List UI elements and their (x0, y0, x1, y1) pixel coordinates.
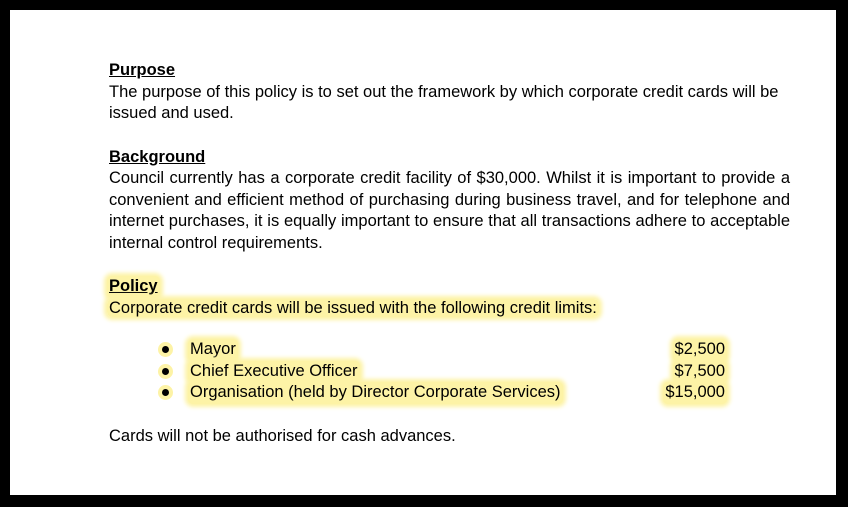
purpose-section (109, 60, 790, 125)
list-item (109, 339, 790, 361)
limit-amount: $15,000 (663, 382, 727, 404)
policy-document-body (109, 60, 790, 447)
list-item (109, 382, 790, 404)
purpose-heading: Purpose (109, 61, 176, 79)
limit-role: Chief Executive Officer (188, 361, 360, 383)
document-page (10, 10, 836, 495)
bullet-icon (162, 368, 169, 375)
policy-heading: Policy (107, 276, 160, 298)
policy-section (109, 276, 790, 447)
closing-text: Cards will not be authorised for cash advances. (109, 426, 456, 445)
list-item (109, 361, 790, 383)
background-section (109, 147, 790, 255)
background-heading: Background (109, 147, 206, 166)
purpose-text: The purpose of this policy is to set out the framework by which corporate credit cards will be issued and used. (109, 82, 779, 122)
bullet-icon (162, 346, 169, 353)
limit-role: Mayor (188, 339, 238, 361)
limit-role: Organisation (held by Director Corporate Services) (188, 382, 563, 404)
credit-limits-list (109, 339, 790, 404)
limit-amount: $2,500 (673, 339, 727, 361)
policy-intro-text: Corporate credit cards will be issued with the following credit limits: (109, 298, 597, 317)
limit-amount: $7,500 (673, 361, 727, 383)
bullet-icon (162, 389, 169, 396)
background-text: Council currently has a corporate credit facility of $30,000. Whilst it is important to provide a convenient and efficient method of purchasing during business travel, and for telephone and internet purchases, it is equally important to ensure that all transactions adhere to acceptable internal control requirements. (109, 169, 790, 252)
